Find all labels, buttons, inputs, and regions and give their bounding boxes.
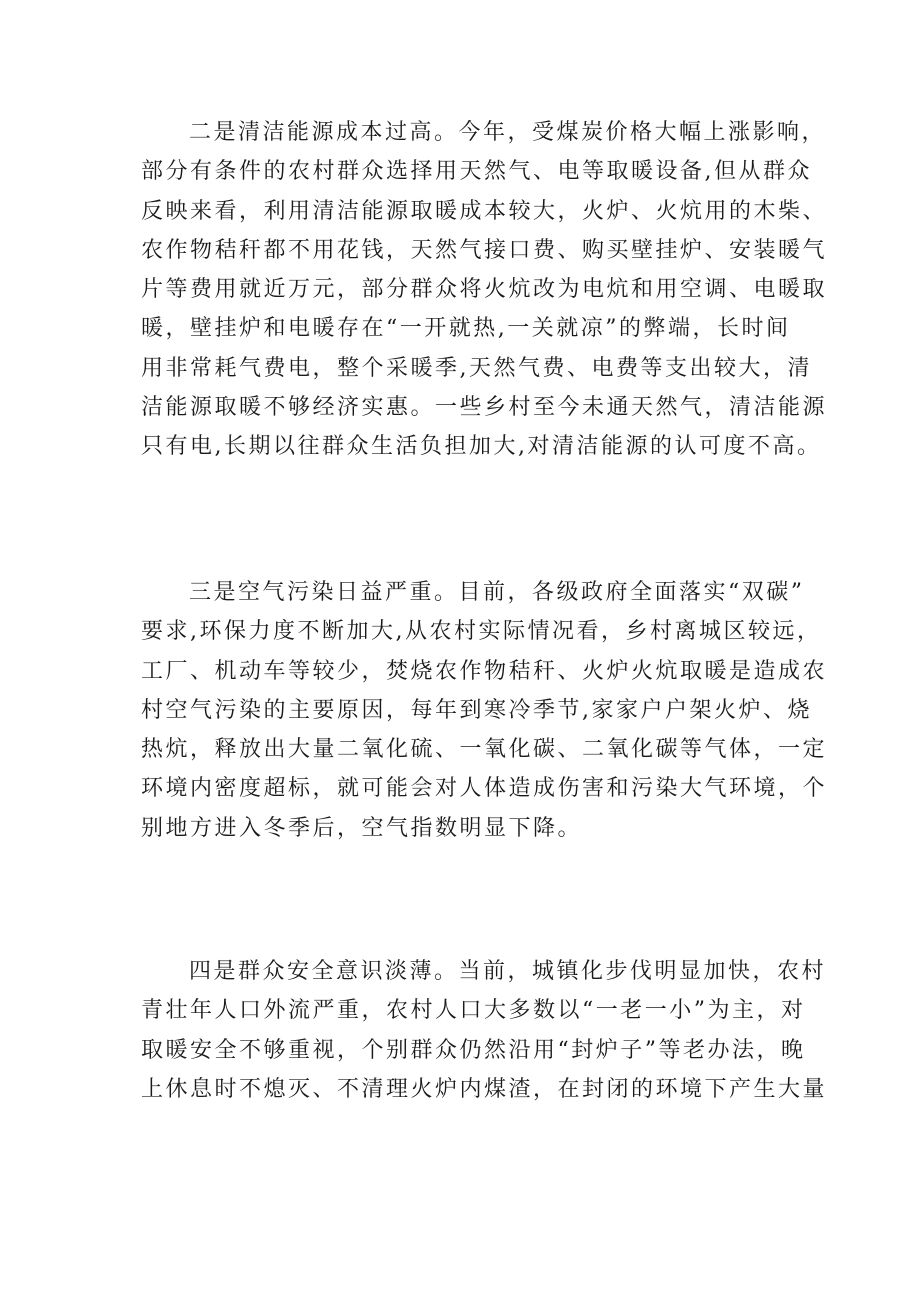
text-line: 环境内密度超标，就可能会对人体造成伤害和污染大气环境，个 — [141, 776, 828, 802]
text-line: 片等费用就近万元，部分群众将火炕改为电炕和用空调、电暖取 — [141, 277, 828, 303]
text-line: 只有电,长期以往群众生活负担加大,对清洁能源的认可度不高。 — [141, 434, 822, 460]
paragraph-clean-energy-cost — [141, 113, 828, 467]
text-line: 二是清洁能源成本过高。今年，受煤炭价格大幅上涨影响， — [189, 120, 827, 145]
paragraph-air-pollution — [141, 573, 828, 848]
text-line: 用非常耗气费电，整个采暖季,天然气费、电费等支出较大，清 — [141, 355, 812, 381]
text-line: 三是空气污染日益严重。目前，各级政府全面落实“双碳” — [189, 580, 805, 605]
text-line: 青壮年人口外流严重，农村人口大多数以“一老一小”为主，对 — [141, 998, 806, 1024]
text-line: 暖，壁挂炉和电暖存在“一开就热,一关就凉”的弊端，长时间 — [141, 316, 791, 342]
text-line: 上休息时不熄灭、不清理火炉内煤渣，在封闭的环境下产生大量 — [141, 1076, 828, 1102]
text-line: 取暖安全不够重视，个别群众仍然沿用“封炉子”等老办法，晚 — [141, 1037, 806, 1063]
text-line: 村空气污染的主要原因，每年到寒冷季节,家家户户架火炉、烧 — [141, 697, 812, 723]
text-line: 热炕，释放出大量二氧化硫、一氧化碳、二氧化碳等气体，一定 — [141, 737, 828, 763]
text-line: 别地方进入冬季后，空气指数明显下降。 — [141, 815, 583, 841]
text-line: 工厂、机动车等较少，焚烧农作物秸秆、火炉火炕取暖是造成农 — [141, 658, 828, 684]
text-line: 要求,环保力度不断加大,从农村实际情况看，乡村离城区较远， — [141, 619, 822, 645]
text-line: 洁能源取暖不够经济实惠。一些乡村至今未通天然气，清洁能源 — [141, 395, 828, 421]
text-line: 四是群众安全意识淡薄。当前，城镇化步伐明显加快，农村 — [189, 959, 827, 984]
text-line: 部分有条件的农村群众选择用天然气、电等取暖设备,但从群众 — [141, 159, 812, 185]
text-line: 农作物秸秆都不用花钱，天然气接口费、购买壁挂炉、安装暖气 — [141, 237, 828, 263]
paragraph-safety-awareness — [141, 952, 828, 1109]
text-line: 反映来看，利用清洁能源取暖成本较大，火炉、火炕用的木柴、 — [141, 198, 828, 224]
